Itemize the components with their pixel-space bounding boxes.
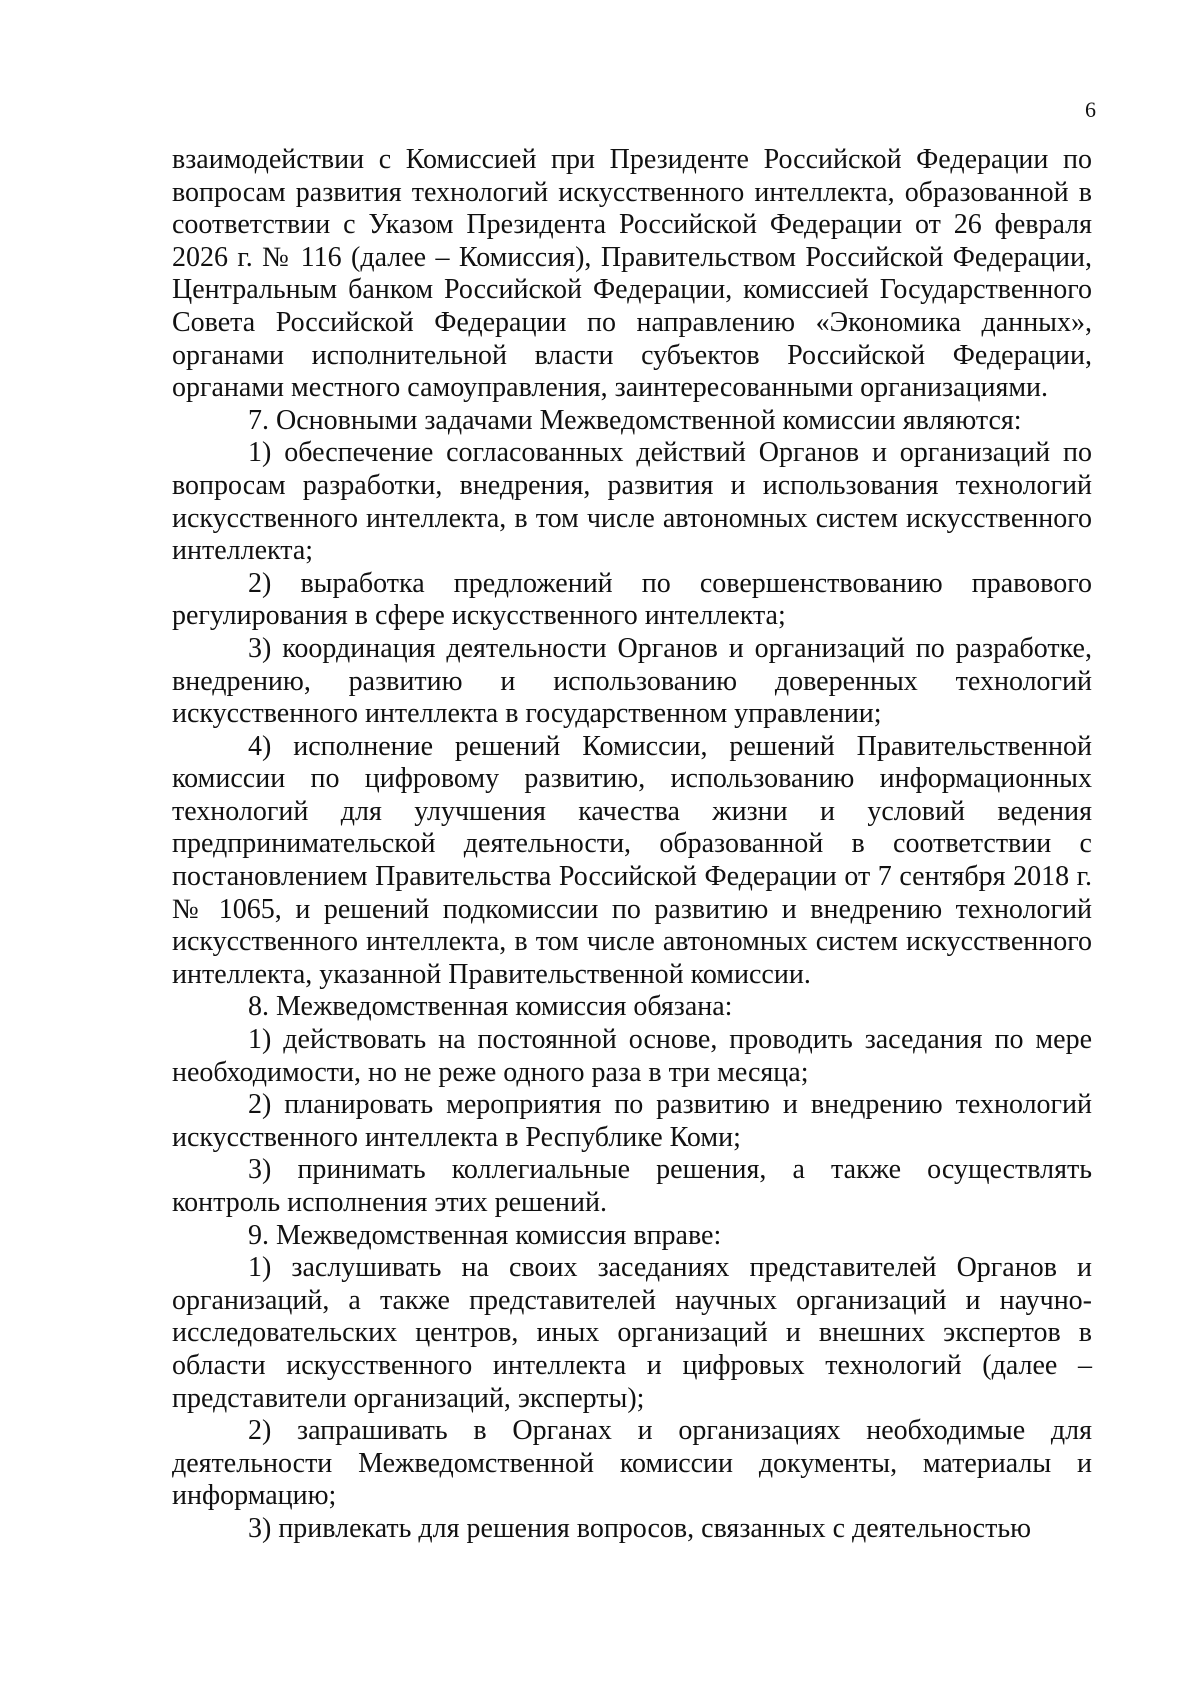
paragraph-item-9-3: 3) привлекать для решения вопросов, связанных с деятельностью xyxy=(248,1512,1032,1544)
paragraph-item-8-2: 2) планировать мероприятия по развитию и внедрению технологий искусственного интеллекта в Республике Коми; xyxy=(172,1089,1092,1153)
paragraph-item-9-2: 2) запрашивать в Органах и организациях необходимые для деятельности Межведомственной комиссии документы, материалы и информацию; xyxy=(172,1415,1092,1512)
document-body xyxy=(172,144,1092,1546)
paragraph-item-7: 7. Основными задачами Межведомственной комиссии являются: xyxy=(248,404,1022,436)
paragraph-item-8: 8. Межведомственная комиссия обязана: xyxy=(248,991,733,1023)
paragraph-item-7-2: 2) выработка предложений по совершенствованию правового регулирования в сфере искусственного интеллекта; xyxy=(172,567,1092,632)
page-number: 6 xyxy=(1085,97,1096,122)
paragraph-item-7-3: 3) координация деятельности Органов и организаций по разработке, внедрению, развитию и использованию доверенных технологий искусственного интеллекта в государственном управлении; xyxy=(172,632,1092,730)
paragraph-continuation: взаимодействии с Комиссией при Президенте Российской Федерации по вопросам развития технологий искусственного интеллекта, образованной в соответствии с Указом Президента Российской Федерации от 26 февраля 2026 г. № 116 (далее – Комиссия), Правительством Российской Федерации, Центральным банком Российской Федерации, комиссией Государственного Совета Российской Федерации по направлению «Экономика данных», органами исполнительной власти субъектов Российской Федерации, органами местного самоуправления, заинтересованными организациями. xyxy=(172,144,1092,404)
paragraph-item-7-4: 4) исполнение решений Комиссии, решений Правительственной комиссии по цифровому развитию, использованию информационных технологий для улучшения качества жизни и условий ведения предпринимательской деятельности, образованной в соответствии с постановлением Правительства Российской Федерации от 7 сентября 2018 г. № 1065, и решений подкомиссии по развитию и внедрению технологий искусственного интеллекта, в том числе автономных систем искусственного интеллекта, указанной Правительственной комиссии. xyxy=(172,730,1092,990)
paragraph-item-7-1: 1) обеспечение согласованных действий Органов и организаций по вопросам разработки, внедрения, развития и использования технологий искусственного интеллекта, в том числе автономных систем искусственного интеллекта; xyxy=(172,437,1092,567)
paragraph-item-9: 9. Межведомственная комиссия вправе: xyxy=(248,1219,722,1251)
paragraph-item-8-3: 3) принимать коллегиальные решения, а также осуществлять контроль исполнения этих решений. xyxy=(172,1154,1092,1218)
paragraph-item-9-1: 1) заслушивать на своих заседаниях представителей Органов и организаций, а также представителей научных организаций и научно-исследовательских центров, иных организаций и внешних экспертов в области искусственного интеллекта и цифровых технологий (далее – представители организаций, эксперты); xyxy=(172,1252,1092,1414)
paragraph-item-8-1: 1) действовать на постоянной основе, проводить заседания по мере необходимости, но не реже одного раза в три месяца; xyxy=(172,1024,1092,1088)
